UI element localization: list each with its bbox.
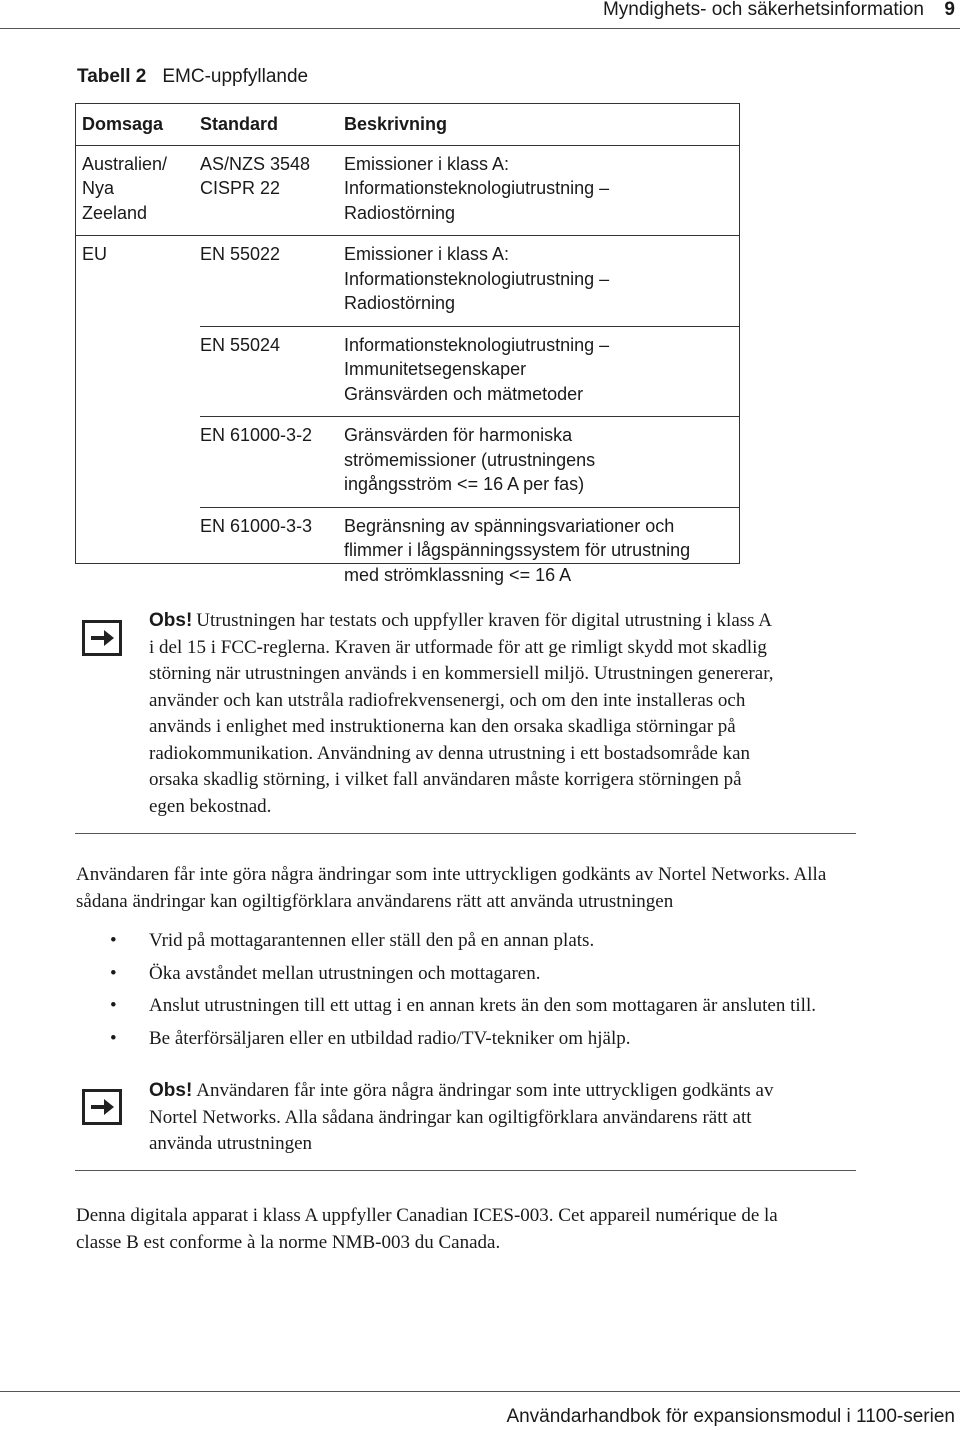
note-text: Utrustningen har testats och uppfyller kraven för digital utrustning i klass A: [196, 610, 772, 631]
cell-line: EN 55022: [200, 244, 281, 264]
list-item-text: Anslut utrustningen till ett uttag i en annan krets än den som mottagaren är ansluten till.: [149, 995, 816, 1016]
cell-line: strömemissioner (utrustningens: [344, 449, 596, 470]
paragraph-line: classe B est conforme à la norme NMB-003 du Canada.: [76, 1231, 501, 1253]
paragraph-line: Användaren får inte göra några ändringar som inte uttryckligen godkänts av Nortel Networks. Alla: [76, 864, 827, 885]
cell-line: Emissioner i klass A:: [344, 153, 510, 174]
header-rule: [0, 28, 960, 29]
list-item: [76, 928, 956, 961]
list-item: [76, 1026, 956, 1059]
note-changes: [149, 1078, 889, 1158]
description-cell: [344, 145, 740, 236]
note-text: Användaren får inte göra några ändringar som inte uttryckligen godkänts av: [196, 1080, 774, 1101]
note-rule: [75, 1170, 856, 1171]
standard-cell: [200, 326, 344, 417]
note-line: Nortel Networks. Alla sådana ändringar kan ogiltigförklara användarens rätt att: [149, 1106, 752, 1128]
note-line: störning när utrustningen används i en kommersiell miljö. Utrustningen genererar,: [149, 663, 774, 684]
domain-cell: [75, 145, 200, 236]
list-item: [76, 961, 956, 994]
note-line: används i enlighet med instruktionerna kan den orsaka skadliga störningar på: [149, 716, 736, 737]
cell-line: Nya: [82, 178, 115, 198]
bullet-icon: •: [110, 995, 117, 1016]
table-header-row: [75, 103, 740, 145]
list-item-text: Vrid på mottagarantennen eller ställ den på en annan plats.: [149, 930, 595, 951]
table-caption-label: Tabell 2: [77, 66, 147, 87]
standard-cell: [200, 417, 344, 508]
cell-line: Zeeland: [82, 202, 148, 223]
table-row: [75, 145, 740, 236]
running-footer-title: Användarhandbok för expansionsmodul i 1100-serien: [506, 1406, 955, 1427]
list-item-text: Be återförsäljaren eller en utbildad radio/TV-tekniker om hjälp.: [149, 1027, 631, 1049]
note-line: radiokommunikation. Användning av denna utrustning i ett bostadsområde kan: [149, 742, 751, 764]
list-item: [76, 993, 956, 1026]
emc-table: [75, 103, 740, 597]
note-line: i del 15 i FCC-reglerna. Kraven är utformade för att ge rimligt skydd mot skadlig: [149, 636, 767, 658]
note-label: Obs!: [149, 610, 193, 631]
cell-line: ingångsström <= 16 A per fas): [344, 474, 585, 494]
bullet-icon: •: [110, 1027, 117, 1049]
cell-line: EN 61000-3-2: [200, 425, 313, 445]
description-cell: [344, 236, 740, 327]
cell-line: Informationsteknologiutrustning –: [344, 334, 610, 355]
note-line: använda utrustningen: [149, 1133, 313, 1154]
cell-line: Radiostörning: [344, 293, 456, 313]
bullet-icon: •: [110, 962, 117, 984]
standard-cell: [200, 236, 344, 327]
cell-line: Immunitetsegenskaper: [344, 359, 527, 379]
cell-line: med strömklassning <= 16 A: [344, 564, 572, 585]
note-fcc: [149, 608, 889, 820]
cell-line: AS/NZS 3548: [200, 153, 311, 174]
paragraph-line: Denna digitala apparat i klass A uppfyller Canadian ICES-003. Cet appareil numérique de la: [76, 1205, 778, 1226]
note-line: orsaka skadlig störning, i vilket fall användaren måste korrigera störningen på: [149, 769, 742, 790]
table-row: [75, 417, 740, 508]
standard-cell: [200, 507, 344, 597]
description-cell: [344, 326, 740, 417]
footer-rule: [0, 1391, 960, 1392]
table-row: [75, 326, 740, 417]
note-line: [149, 1078, 889, 1105]
column-header: Beskrivning: [344, 103, 740, 145]
domain-cell: [75, 507, 200, 597]
cell-line: Gränsvärden och mätmetoder: [344, 383, 584, 404]
note-rule: [75, 833, 856, 834]
cell-line: EN 55024: [200, 334, 281, 355]
bullet-icon: •: [110, 930, 117, 951]
cell-line: Gränsvärden för harmoniska: [344, 425, 573, 445]
cell-line: Australien/: [82, 153, 168, 174]
table-row: [75, 507, 740, 597]
running-header-title: Myndighets- och säkerhetsinformation: [602, 0, 924, 20]
domain-cell: [75, 417, 200, 508]
list-item-text: Öka avståndet mellan utrustningen och mottagaren.: [149, 962, 541, 984]
note-line: egen bekostnad.: [149, 795, 272, 817]
cell-line: Begränsning av spänningsvariationer och: [344, 515, 675, 536]
cell-line: Emissioner i klass A:: [344, 244, 510, 264]
description-cell: [344, 417, 740, 508]
description-cell: [344, 507, 740, 597]
paragraph-nortel: [76, 862, 956, 915]
domain-cell: [75, 326, 200, 417]
paragraph-canada: [76, 1203, 956, 1256]
arrow-right-icon: [82, 620, 122, 656]
table-caption-title: EMC-uppfyllande: [162, 66, 309, 87]
column-header: Standard: [200, 103, 344, 145]
cell-line: flimmer i lågspänningssystem för utrustning: [344, 540, 691, 560]
cell-line: Informationsteknologiutrustning –: [344, 178, 610, 198]
paragraph-line: sådana ändringar kan ogiltigförklara användarens rätt att använda utrustningen: [76, 890, 674, 912]
standard-cell: [200, 145, 344, 236]
cell-line: Radiostörning: [344, 202, 456, 223]
cell-line: EN 61000-3-3: [200, 515, 313, 536]
cell-line: Informationsteknologiutrustning –: [344, 268, 610, 289]
note-line: använder och kan utstråla radiofrekvensenergi, och om den inte installeras och: [149, 689, 746, 711]
table-row: [75, 236, 740, 327]
note-line: [149, 608, 889, 635]
note-label: Obs!: [149, 1080, 193, 1101]
page-number: 9: [944, 0, 955, 20]
domain-cell: [75, 236, 200, 327]
table-caption: [77, 66, 308, 88]
bullet-list: [76, 928, 956, 1058]
cell-line: EU: [82, 244, 108, 264]
cell-line: CISPR 22: [200, 178, 281, 198]
arrow-right-icon: [82, 1089, 122, 1125]
column-header: Domsaga: [75, 103, 200, 145]
